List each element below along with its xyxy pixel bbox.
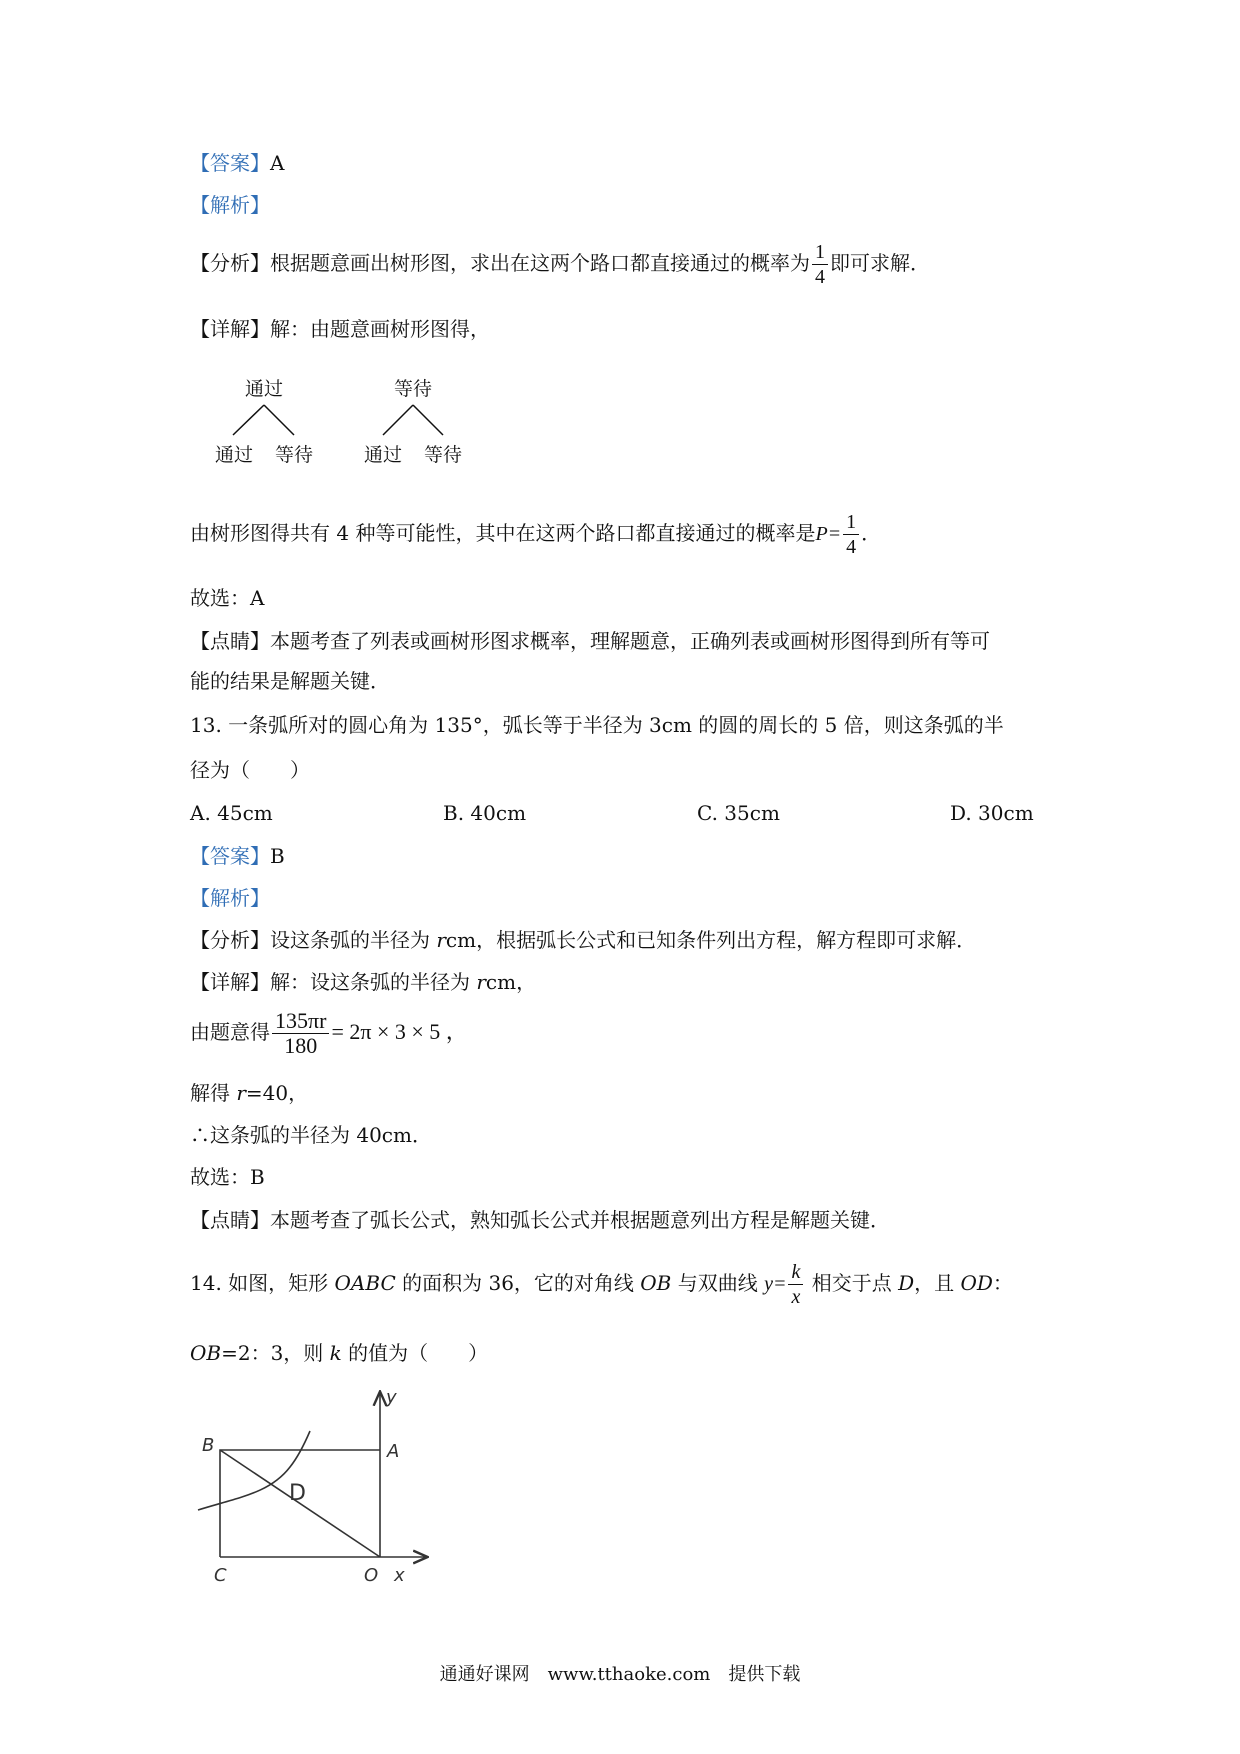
q12-dianjing-line1 — [190, 628, 990, 654]
equation-rhs: = 2π × 3 × 5 ， — [331, 1019, 468, 1044]
stem-text: 14. 如图，矩形 — [190, 1271, 335, 1295]
probability-symbol: P= — [815, 523, 842, 545]
variable-r: r — [436, 928, 446, 952]
answer-tag: 【答案】 — [190, 844, 270, 868]
q13-stem-line1: 13. 一条弧所对的圆心角为 135°，弧长等于半径为 3cm 的圆的周长的 5 倍，则这条弧的半 — [190, 713, 1004, 737]
q12-choose: 故选：A — [190, 586, 265, 610]
q13-answer-line — [190, 843, 285, 869]
answer-value: A — [270, 151, 285, 175]
stem-text-4: 相交于点 — [805, 1271, 899, 1295]
tree-branch — [233, 405, 264, 435]
stem-end: 的值为（ ） — [341, 1341, 489, 1365]
solve-value: =40， — [245, 1081, 309, 1105]
equation-fraction — [272, 1009, 329, 1058]
q12-analysis-tag: 【解析】 — [190, 193, 270, 217]
diagonal-name: OB — [640, 1271, 672, 1295]
label-d: D — [289, 1481, 306, 1506]
segment-od: OD — [960, 1271, 993, 1295]
xiangjie-tag: 【详解】 — [190, 970, 270, 994]
q13-equation-line — [190, 1005, 468, 1059]
q14-stem-line1 — [190, 1256, 1013, 1311]
fraction — [843, 510, 859, 559]
tree-right-child-1: 通过 — [363, 444, 403, 466]
xiangjie-text: 解：由题意画树形图得， — [270, 317, 490, 341]
q13-stem-line2: 径为（ ） — [190, 758, 310, 782]
fraction-numerator: 1 — [812, 240, 828, 265]
tree-right-root: 等待 — [393, 378, 433, 400]
q13-option-c: C. 35cm — [697, 801, 780, 825]
q14-figure — [190, 1385, 440, 1590]
tree-left-child-2: 等待 — [274, 444, 314, 466]
q13-option-b: B. 40cm — [443, 801, 527, 825]
page-footer: 通通好课网 www.tthaoke.com 提供下载 — [439, 1664, 801, 1685]
equation-prefix: 由题意得 — [190, 1020, 270, 1044]
fraction-denominator: x — [791, 1286, 801, 1308]
label-b: B — [202, 1435, 215, 1456]
variable-r: r — [236, 1081, 246, 1105]
stem-text-5: ，且 — [914, 1271, 961, 1295]
dianjing-tag: 【点睛】 — [190, 629, 270, 653]
stem-text-3: 与双曲线 — [671, 1271, 765, 1295]
label-y: y — [386, 1387, 397, 1408]
label-a: A — [387, 1441, 400, 1462]
tree-branch — [383, 405, 413, 435]
hyperbola-fraction — [788, 1260, 803, 1309]
tree-left-child-1: 通过 — [214, 444, 254, 466]
q12-answer-line — [190, 150, 284, 176]
fenxi-text-2: cm，根据弧长公式和已知条件列出方程，解方程即可求解． — [445, 928, 977, 952]
label-x: x — [394, 1565, 405, 1586]
point-d: D — [898, 1271, 915, 1295]
tree-branch — [264, 405, 294, 435]
q12-dianjing-line2: 能的结果是解题关键． — [190, 669, 390, 693]
function-lhs: y= — [764, 1273, 787, 1295]
q13-choose: 故选：B — [190, 1165, 265, 1189]
tree-right-child-2: 等待 — [423, 444, 463, 466]
fraction — [812, 240, 828, 289]
variable-k: k — [329, 1341, 342, 1365]
fenxi-tag: 【分析】 — [190, 928, 270, 952]
fenxi-text-after: 即可求解． — [830, 251, 930, 275]
label-c: C — [214, 1565, 227, 1586]
tree-branch — [413, 405, 443, 435]
label-o: O — [364, 1565, 379, 1586]
segment-ob: OB — [190, 1341, 222, 1365]
stem-text: =2：3，则 — [221, 1341, 330, 1365]
variable-r: r — [476, 970, 486, 994]
q12-conclusion-line — [190, 506, 881, 561]
answer-value: B — [270, 844, 285, 868]
dianjing-text: 本题考查了弧长公式，熟知弧长公式并根据题意列出方程是解题关键． — [270, 1208, 890, 1232]
rect-name: OABC — [334, 1271, 396, 1295]
q13-fenxi-line — [190, 927, 976, 953]
xiangjie-text-2: cm， — [485, 970, 537, 994]
fraction-numerator: k — [788, 1260, 803, 1285]
answer-tag: 【答案】 — [190, 151, 270, 175]
xiangjie-text: 解：设这条弧的半径为 — [270, 970, 477, 994]
q13-dianjing-line — [190, 1207, 890, 1233]
fraction-denominator: 4 — [846, 536, 857, 558]
q13-solve-line — [190, 1080, 308, 1106]
tree-left-root: 通过 — [244, 378, 284, 400]
q14-stem-line2 — [190, 1340, 488, 1366]
tree-diagram — [200, 375, 480, 475]
dianjing-text: 本题考查了列表或画树形图求概率，理解题意，正确列表或画树形图得到所有等可 — [270, 629, 990, 653]
q12-fenxi-line — [190, 236, 930, 290]
fraction-numerator: 135πr — [272, 1009, 329, 1034]
xiangjie-tag: 【详解】 — [190, 317, 270, 341]
dianjing-tag: 【点睛】 — [190, 1208, 270, 1232]
q13-option-a: A. 45cm — [190, 801, 273, 825]
solve-prefix: 解得 — [190, 1081, 237, 1105]
conclusion-text: 由树形图得共有 4 种等可能性，其中在这两个路口都直接通过的概率是 — [190, 521, 816, 545]
fraction-denominator: 4 — [815, 266, 825, 288]
q13-therefore: ∴这条弧的半径为 40cm． — [190, 1123, 432, 1147]
conclusion-end: ． — [861, 521, 882, 545]
q13-xiangjie-line — [190, 969, 536, 995]
fraction-numerator: 1 — [843, 510, 859, 535]
stem-text-2: 的面积为 36，它的对角线 — [395, 1271, 641, 1295]
fenxi-text: 根据题意画出树形图，求出在这两个路口都直接通过的概率为 — [270, 251, 810, 275]
fenxi-text: 设这条弧的半径为 — [270, 928, 437, 952]
q13-analysis-tag: 【解析】 — [190, 886, 270, 910]
stem-text-6: ： — [992, 1271, 1013, 1295]
fenxi-tag: 【分析】 — [190, 251, 270, 275]
fraction-denominator: 180 — [284, 1033, 318, 1058]
q13-option-d: D. 30cm — [950, 801, 1034, 825]
q12-xiangjie-line — [190, 316, 490, 342]
